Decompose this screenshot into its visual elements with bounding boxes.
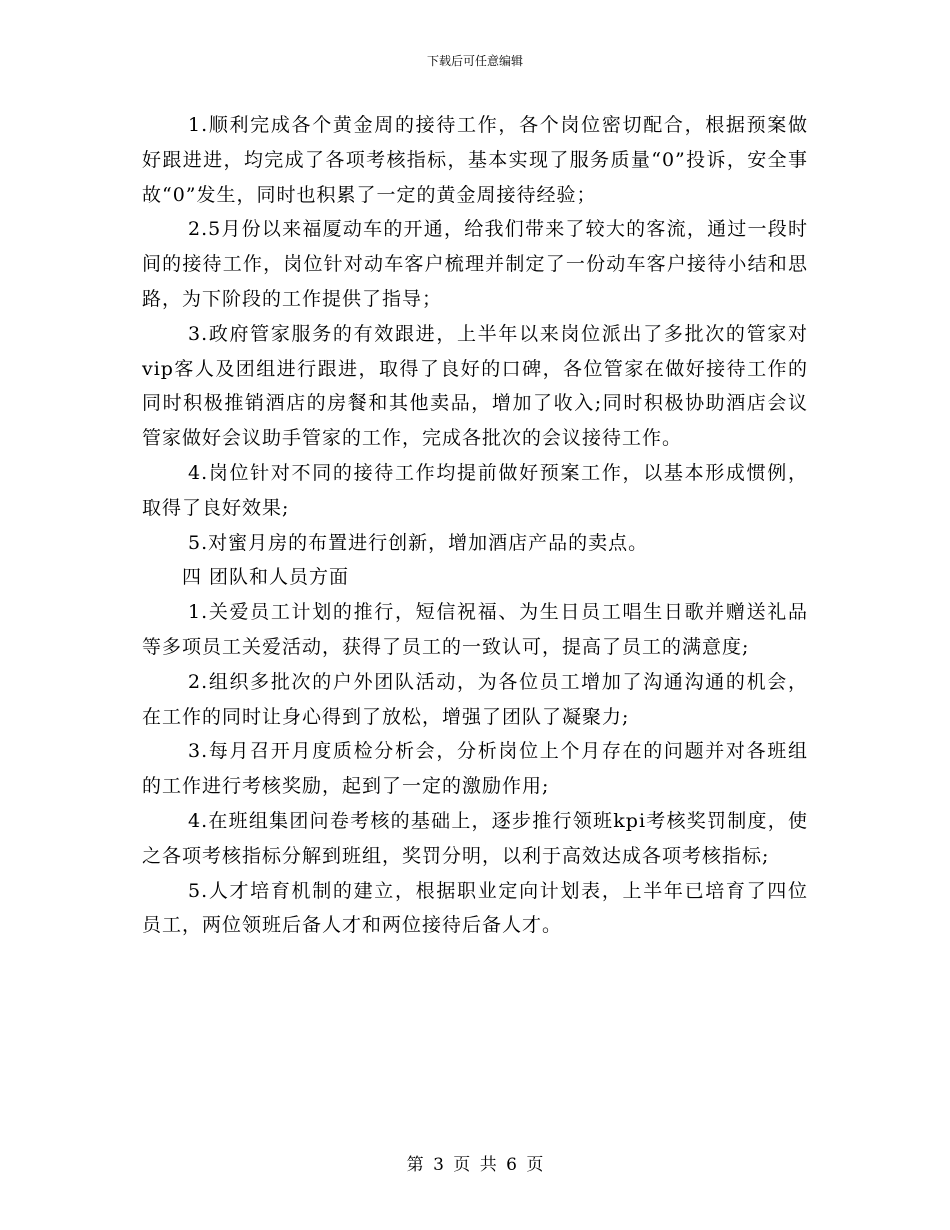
paragraph-6: 1.关爱员工计划的推行，短信祝福、为生日员工唱生日歌并赠送礼品等多项员工关爱活动，获得了员工的一致认可，提高了员工的满意度; [142, 601, 808, 658]
document-body [142, 108, 808, 943]
paragraph-3: 3.政府管家服务的有效跟进，上半年以来岗位派出了多批次的管家对vip客人及团组进行跟进，取得了良好的口碑，各位管家在做好接待工作的同时积极推销酒店的房餐和其他卖品，增加了收入;同时积极协助酒店会议管家做好会议助手管家的工作，完成各批次的会议接待工作。 [142, 322, 808, 450]
paragraph-5: 5.对蜜月房的布置进行创新，增加酒店产品的卖点。 [188, 531, 649, 554]
paragraph-2: 2.5月份以来福厦动车的开通，给我们带来了较大的客流，通过一段时间的接待工作，岗位针对动车客户梳理并制定了一份动车客户接待小结和思路，为下阶段的工作提供了指导； [142, 218, 808, 310]
page-header: 下载后可任意编辑 [426, 54, 523, 68]
paragraph-8: 3.每月召开月度质检分析会，分析岗位上个月存在的问题并对各班组的工作进行考核奖励，起到了一定的激励作用; [142, 740, 808, 798]
section-heading: 四 团队和人员方面 [182, 566, 350, 589]
paragraph-4: 4.岗位针对不同的接待工作均提前做好预案工作，以基本形成惯例，取得了良好效果; [142, 461, 808, 519]
paragraph-10: 5.人才培育机制的建立，根据职业定向计划表，上半年已培育了四位员工，两位领班后备人才和两位接待后备人才。 [142, 879, 808, 937]
paragraph-1: 1.顺利完成各个黄金周的接待工作，各个岗位密切配合，根据预案做好跟进进，均完成了各项考核指标，基本实现了服务质量“0”投诉，安全事故“0”发生，同时也积累了一定的黄金周接待经验； [142, 114, 808, 206]
page-footer: 第 3 页 共 6 页 [406, 1155, 544, 1175]
paragraph-7: 2.组织多批次的户外团队活动，为各位员工增加了沟通沟通的机会，在工作的同时让身心得到了放松，增强了团队了凝聚力; [142, 670, 808, 728]
paragraph-9: 4.在班组集团问卷考核的基础上，逐步推行领班kpi考核奖罚制度，使之各项考核指标分解到班组，奖罚分明，以利于高效达成各项考核指标; [142, 809, 808, 867]
